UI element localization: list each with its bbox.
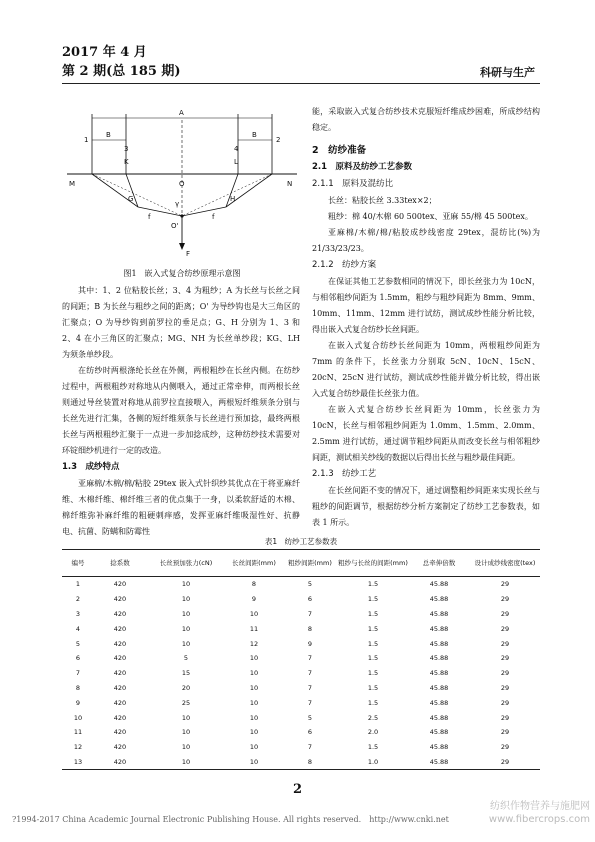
table-cell: 6: [307, 595, 313, 604]
table-cell: 2.5: [367, 713, 379, 722]
label-gamma: γ: [175, 200, 180, 208]
table-cell: 45.88: [429, 595, 449, 604]
table-cell: 29: [500, 609, 510, 618]
table-cell: 10: [181, 743, 191, 752]
table-cell: 29: [500, 639, 510, 648]
table-cell: 45.88: [429, 683, 449, 692]
table-cell: 45.88: [429, 669, 449, 678]
spinning-principle-diagram: [62, 106, 302, 264]
section-heading-1-3: 1.3 成纱特点: [62, 462, 120, 472]
left-column: [62, 283, 300, 540]
label-L: L: [234, 158, 238, 166]
figure-caption: 图1 嵌入式复合纺纱原理示意图: [123, 269, 241, 278]
table-cell: 5: [75, 639, 81, 648]
table-cell: 420: [113, 683, 127, 692]
section-heading-2-1-2: 2.1.2 纺纱方案: [312, 260, 377, 270]
table-header-row: [62, 550, 540, 577]
table-row: [62, 710, 540, 725]
table-cell: 8: [282, 755, 338, 770]
watermark: [478, 800, 590, 826]
table-cell: 420: [113, 669, 127, 678]
label-K: K: [124, 158, 129, 166]
table-cell: 7: [307, 743, 313, 752]
table-row: [62, 621, 540, 636]
table-cell: 13: [62, 755, 94, 770]
label-G: G: [128, 195, 134, 203]
col-header-roving-spacing: 粗纱间距(mm): [282, 550, 338, 577]
label-f-right: f: [212, 213, 215, 221]
table-cell: 12: [73, 743, 83, 752]
table-cell: 7: [75, 669, 81, 678]
table-cell: 7: [307, 683, 313, 692]
table-cell: 29: [500, 669, 510, 678]
page-number: 2: [292, 782, 303, 797]
table-cell: 29: [500, 683, 510, 692]
table-row: [62, 666, 540, 681]
table-cell: 10: [181, 639, 191, 648]
table-cell: 10: [181, 609, 191, 618]
table-cell: 45.88: [429, 698, 449, 707]
label-H: H: [230, 195, 236, 203]
table-cell: 45.88: [429, 639, 449, 648]
paragraph-process: 在长丝间距不变的情况下，通过调整粗纱间距来实现长丝与粗纱的间距调节，根据纺纱分析方案制定了纺纱工艺参数表，如表 1 所示。: [312, 486, 540, 527]
table-body: [62, 577, 540, 770]
table-cell: 1.5: [367, 639, 379, 648]
col-header-tension: 长丝预加张力(cN): [146, 550, 226, 577]
table-cell: 5: [307, 580, 313, 589]
table-cell: 29: [500, 743, 510, 752]
table-cell: 10: [181, 580, 191, 589]
table-cell: 45.88: [429, 713, 449, 722]
table-cell: 45.88: [429, 580, 449, 589]
table-cell: 7: [307, 654, 313, 663]
paragraph-figure-legend: 其中：1、2 位粘胶长丝；3、4 为粗纱；A 为长丝与长丝之间的间距；B 为长丝与粗纱之间的距离；O' 为导纱钩也是大三角区的汇聚点；O 为导纱钩到前罗拉的垂足点；G、H 分别为 1、3 和 2、4 在小三角区的汇聚点；MG、NH 为长丝单纱段；KG、LH 为须条单纱段。: [62, 286, 300, 359]
table-cell: 20: [181, 683, 191, 692]
watermark-cn: 纺织作物营养与施肥网: [490, 801, 590, 812]
table-row: [62, 592, 540, 607]
table-row: [62, 577, 540, 592]
table-cell: 45.88: [429, 743, 449, 752]
table-cell: 1.5: [367, 624, 379, 633]
section-heading-2-1-3: 2.1.3 纺纱工艺: [312, 469, 377, 479]
header-rule: [62, 83, 540, 84]
table-caption: 表1 纺纱工艺参数表: [264, 537, 338, 546]
table-cell: 2: [75, 595, 81, 604]
table-cell: 9: [307, 639, 313, 648]
spinning-parameters-table: [62, 549, 540, 770]
table-cell: 1.5: [367, 743, 379, 752]
label-1: 1: [84, 136, 89, 144]
raw-material-blend: 亚麻棉/木棉/棉/粘胶成纱线密度 29tex，混纺比(%)为 21/33/23/23。: [312, 228, 540, 253]
table-row: [62, 695, 540, 710]
table-cell: 11: [73, 728, 83, 737]
table-cell: 10: [249, 713, 259, 722]
table-cell: 1.5: [367, 683, 379, 692]
table-cell: 420: [113, 713, 127, 722]
journal-date: 2017 年 4 月: [62, 45, 147, 60]
table-cell: 420: [113, 609, 127, 618]
table-cell: 420: [113, 743, 127, 752]
label-O-prime: O': [171, 222, 179, 230]
table-cell: 1: [75, 580, 81, 589]
table-cell: 6: [307, 728, 313, 737]
table-cell: 6: [75, 654, 81, 663]
table-cell: 2.0: [367, 728, 379, 737]
table-cell: 10: [249, 654, 259, 663]
table-cell: 10: [249, 669, 259, 678]
table-cell: 1.5: [367, 580, 379, 589]
table-cell: 420: [113, 595, 127, 604]
section-heading-2-1: 2.1 原料及纺纱工艺参数: [312, 162, 413, 172]
table-cell: 15: [181, 669, 191, 678]
table-cell: 10: [226, 755, 282, 770]
table-cell: 45.88: [429, 728, 449, 737]
col-header-draft: 总牵伸倍数: [408, 550, 470, 577]
label-4: 4: [234, 145, 239, 153]
raw-material-filament: 长丝：粘胶长丝 3.33tex×2；: [328, 196, 437, 205]
label-B-right: B: [252, 131, 257, 139]
table-cell: 420: [113, 580, 127, 589]
table-cell: 10: [181, 728, 191, 737]
label-3: 3: [124, 145, 129, 153]
label-B-left: B: [106, 131, 111, 139]
paragraph-spinning-process: 在纺纱时两根涤纶长丝在外侧，两根粗纱在长丝内侧。在纺纱过程中，两根粗纱对称地从内侧喂入，通过正常牵伸，而两根长丝则通过导丝装置对称地从前罗拉直接喂入，两根短纤维须条分别与长丝先进行汇集，各侧的短纤维须条与长丝进行预加捻，最终两根长丝与两根粗纱汇聚于一点进一步加捻成纱，这种纺纱技术需要对环锭细纱机进行一定的改造。: [62, 366, 300, 455]
table-cell: 29: [500, 698, 510, 707]
table-cell: 420: [113, 639, 127, 648]
table-cell: 8: [307, 624, 313, 633]
table-row: [62, 725, 540, 740]
table-cell: 29: [500, 728, 510, 737]
table-cell: 420: [94, 755, 146, 770]
section-heading-2-1-1: 2.1.1 原料及混纺比: [312, 179, 394, 189]
watermark-url: www.fibercrops.com: [488, 814, 590, 825]
table-cell: 45.88: [429, 609, 449, 618]
col-header-number: 编号: [62, 550, 94, 577]
table-row: [62, 651, 540, 666]
table-cell: 7: [307, 609, 313, 618]
table-cell: 45.88: [429, 654, 449, 663]
paragraph-yarn-features: 亚麻棉/木棉/棉/粘胶 29tex 嵌入式针织纱其优点在于将亚麻纤维、木棉纤维、棉纤维三者的优点集于一身，以柔软舒适的木棉、棉纤维弥补麻纤维的粗硬刺痒感，发挥亚麻纤维吸湿性好、抗静电、抗菌、防螨和防霉性: [62, 479, 300, 536]
paragraph-scheme-2: 在嵌入式复合纺纱长丝间距为 10mm，两根粗纱间距为 7mm 的条件下，长丝张力分别取 5cN、10cN、15cN、20cN、25cN 进行试纺，测试成纱性能并做分析比较，得出嵌入式复合纺纱最佳长丝张力值。: [312, 341, 540, 398]
table-cell: 10: [146, 755, 226, 770]
label-2: 2: [276, 136, 281, 144]
table-cell: 11: [249, 624, 259, 633]
paragraph-scheme-1: 在保证其他工艺参数相同的情况下，即长丝张力为 10cN，与相邻粗纱间距为 1.5mm，粗纱与粗纱间距为 8mm、9mm、10mm、11mm、12mm 进行试纺，测试成纱性能分析比较，得出嵌入式复合纺纱长丝间距。: [312, 277, 540, 334]
paragraph-scheme-3: 在嵌入式复合纺纱长丝间距为 10mm，长丝张力为 10cN，长丝与相邻粗纱间距为 1.0mm、1.5mm、2.0mm、2.5mm 进行试纺，通过调节粗纱间距从而改变长丝与相邻粗纱间距，测试相关纱线的数据以后得出长丝与粗纱最佳间距。: [312, 405, 540, 462]
table-cell: 29: [500, 624, 510, 633]
table-cell: 29: [500, 595, 510, 604]
col-header-roving-filament-spacing: 粗纱与长丝的间距(mm): [338, 550, 408, 577]
table-cell: 10: [73, 713, 83, 722]
table-cell: 10: [181, 713, 191, 722]
journal-issue: 第 2 期(总 185 期): [62, 64, 181, 79]
col-header-twist: 捻系数: [94, 550, 146, 577]
table-cell: 45.88: [408, 755, 470, 770]
table-cell: 9: [75, 698, 81, 707]
table-row: [62, 607, 540, 622]
table-row: [62, 740, 540, 755]
copyright-footer: ?1994-2017 China Academic Journal Electronic Publishing House. All rights reserved. http://www.cnki.net: [12, 815, 449, 824]
label-A: A: [179, 109, 184, 117]
table-cell: 1.5: [367, 669, 379, 678]
col-header-filament-spacing: 长丝间距(mm): [226, 550, 282, 577]
table-cell: 10: [249, 683, 259, 692]
table-cell: 29: [500, 654, 510, 663]
table-row: [62, 681, 540, 696]
label-M: M: [69, 180, 76, 188]
label-F: F: [186, 250, 191, 258]
label-N: N: [287, 180, 293, 188]
table-cell: 10: [181, 595, 191, 604]
table-cell: 25: [181, 698, 191, 707]
table-cell: 4: [75, 624, 81, 633]
section-heading-2: 2 纺纱准备: [312, 145, 367, 156]
table-cell: 1.5: [367, 609, 379, 618]
table-cell: 7: [307, 669, 313, 678]
label-f-left: f: [148, 213, 151, 221]
paragraph-continued: 能，采取嵌入式复合纺纱技术克服短纤维成纱困难，所成纱结构稳定。: [312, 107, 540, 132]
table-cell: 12: [249, 639, 259, 648]
table-cell: 29: [500, 580, 510, 589]
table-cell: 5: [307, 713, 313, 722]
table-cell: 45.88: [429, 624, 449, 633]
table-row: [62, 755, 540, 770]
table-cell: 1.0: [338, 755, 408, 770]
label-O: O: [179, 180, 185, 188]
table-cell: 29: [500, 713, 510, 722]
col-header-linear-density: 设计成纱线密度(tex): [470, 550, 540, 577]
table-cell: 29: [470, 755, 540, 770]
table-cell: 8: [251, 580, 257, 589]
table-cell: 10: [181, 624, 191, 633]
raw-material-roving: 粗纱：棉 40/木棉 60 500tex、亚麻 55/棉 45 500tex。: [328, 212, 533, 221]
table-cell: 420: [113, 624, 127, 633]
table-cell: 3: [75, 609, 81, 618]
right-column: [312, 104, 540, 531]
table-cell: 1.5: [367, 595, 379, 604]
table-cell: 10: [249, 728, 259, 737]
table-cell: 420: [113, 698, 127, 707]
table-cell: 420: [113, 728, 127, 737]
table-cell: 10: [249, 698, 259, 707]
table-cell: 5: [183, 654, 189, 663]
table-cell: 1.5: [367, 654, 379, 663]
table-cell: 9: [251, 595, 257, 604]
table-cell: 10: [249, 743, 259, 752]
journal-section: 科研与生产: [480, 66, 535, 79]
table-cell: 1.5: [367, 698, 379, 707]
table-row: [62, 636, 540, 651]
table-cell: 10: [249, 609, 259, 618]
table-cell: 8: [75, 683, 81, 692]
table-cell: 420: [113, 654, 127, 663]
table-cell: 7: [307, 698, 313, 707]
